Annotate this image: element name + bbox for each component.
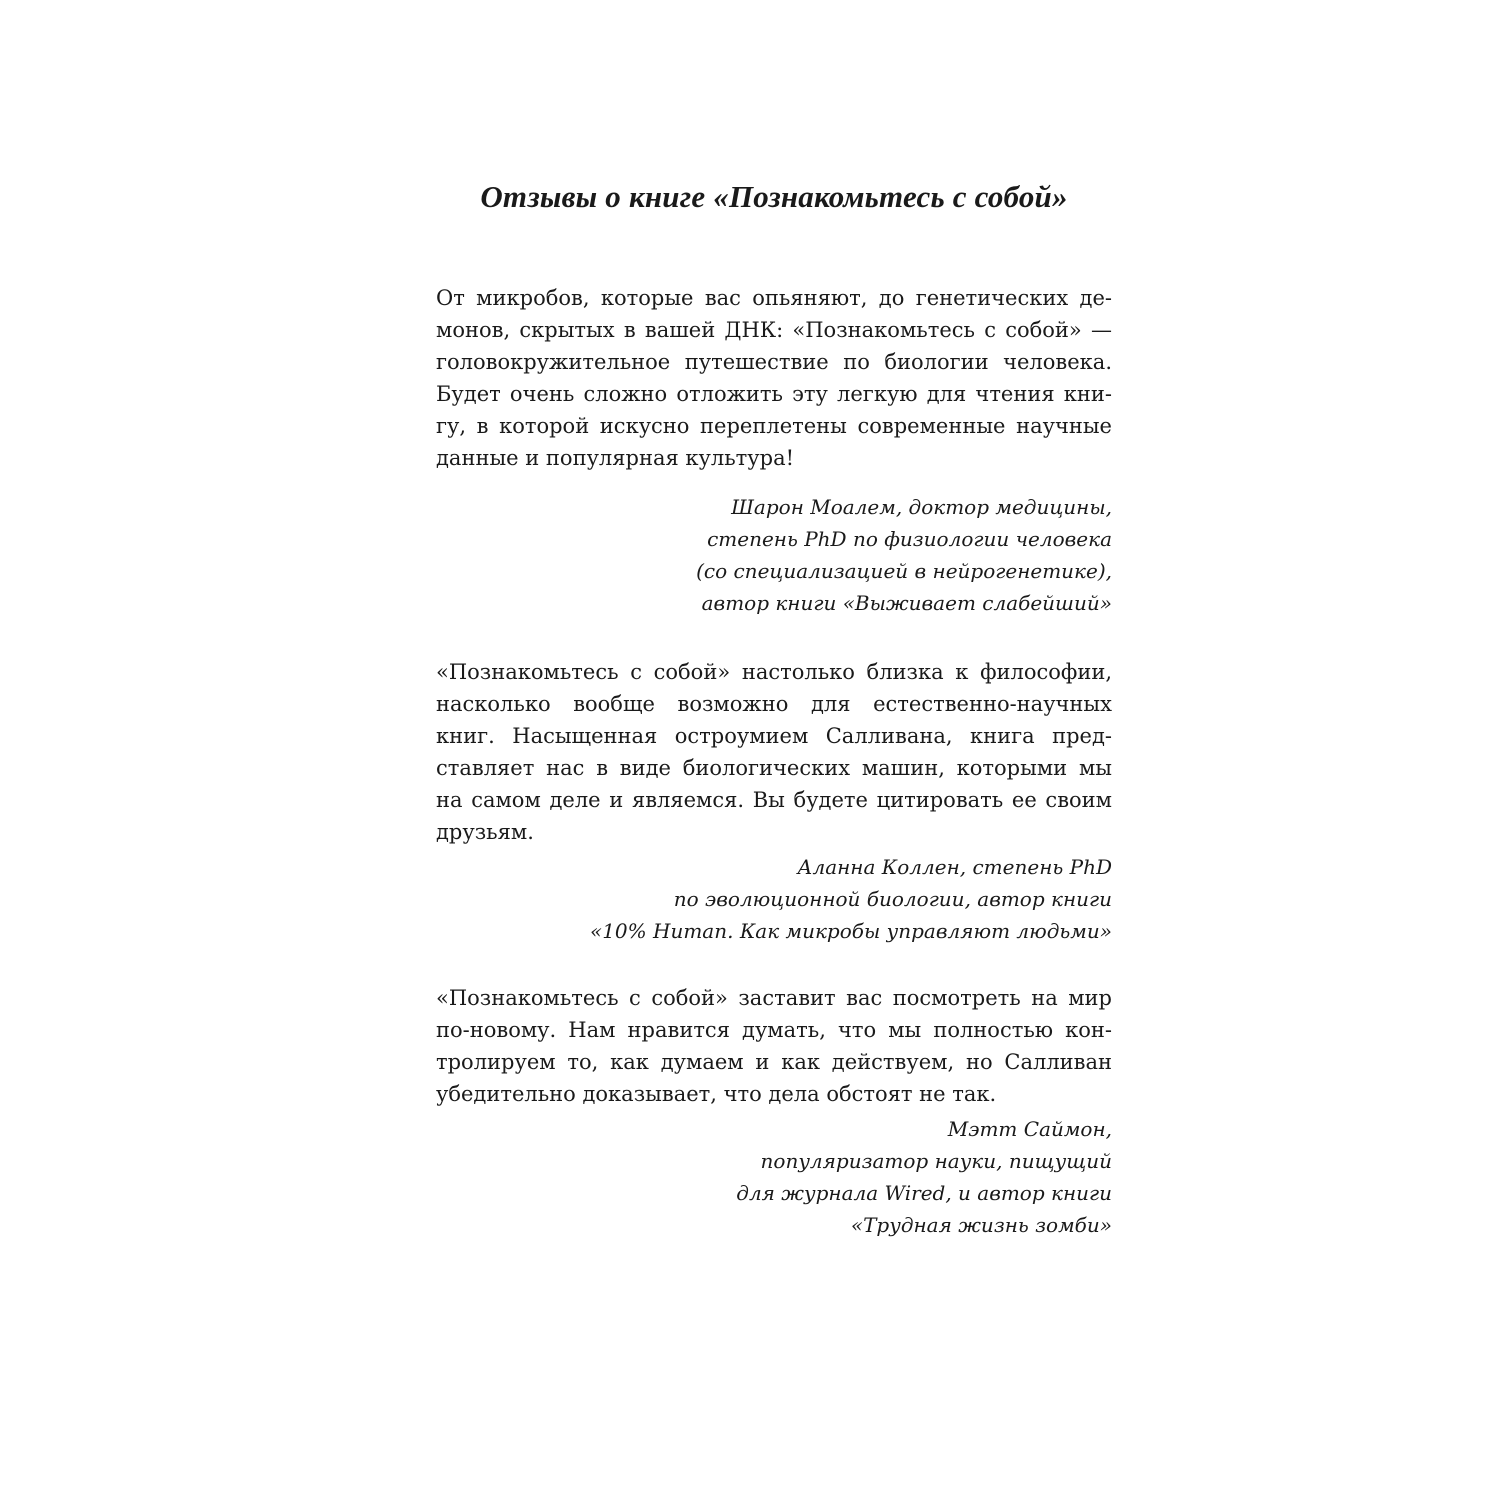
- review-3-line-3: тролируем то, как думаем и как действуем, но Салливан: [436, 1050, 1112, 1074]
- review-2-attribution-line-2: по эволюционной биологии, автор книги: [673, 887, 1112, 911]
- review-2-attribution-line-1: Аланна Коллен, степень PhD: [797, 855, 1112, 879]
- review-2-line-1: «Познакомьтесь с собой» настолько близка к философии,: [436, 660, 1112, 684]
- review-1-line-6: данные и популярная культура!: [436, 446, 795, 470]
- review-3-attribution-line-4: «Трудная жизнь зомби»: [850, 1213, 1112, 1237]
- review-3-line-1: «Познакомьтесь с собой» заставит вас посмотреть на мир: [436, 986, 1112, 1010]
- review-2-line-4: ставляет нас в виде биологических машин, которыми мы: [436, 756, 1112, 780]
- review-3-line-4: убедительно доказывает, что дела обстоят не так.: [436, 1082, 997, 1106]
- review-1-attribution: [436, 491, 1112, 619]
- review-1-line-5: гу, в которой искусно переплетены современные научные: [436, 414, 1112, 438]
- review-1-text: [436, 282, 1112, 474]
- page-title: Отзывы о книге «Познакомьтесь с собой»: [480, 179, 1068, 214]
- review-2-attribution-line-3: «10% Human. Как микробы управляют людьми»: [589, 919, 1112, 943]
- review-3-attribution: [436, 1113, 1112, 1241]
- review-1-line-4: Будет очень сложно отложить эту легкую для чтения кни-: [436, 382, 1112, 406]
- review-2-line-2: насколько вообще возможно для естественно-научных: [436, 692, 1112, 716]
- review-1-attribution-line-3: (со специализацией в нейрогенетике),: [696, 559, 1112, 583]
- review-2-line-3: книг. Насыщенная остроумием Салливана, книга пред-: [436, 724, 1112, 748]
- review-3-attribution-line-2: популяризатор науки, пищущий: [760, 1149, 1112, 1173]
- review-1-line-3: головокружительное путешествие по биологии человека.: [436, 350, 1112, 374]
- review-3-text: [436, 982, 1112, 1110]
- review-2-line-5: на самом деле и являемся. Вы будете цитировать ее своим: [436, 788, 1112, 812]
- review-1-line-1: От микробов, которые вас опьяняют, до генетических де-: [436, 286, 1112, 310]
- review-3-attribution-line-3: для журнала Wired, и автор книги: [736, 1181, 1112, 1205]
- review-3-attribution-line-1: Мэтт Саймон,: [947, 1117, 1112, 1141]
- review-1-attribution-line-2: степень PhD по физиологии человека: [707, 527, 1112, 551]
- review-2-line-6: друзьям.: [436, 820, 534, 844]
- review-2-text: [436, 656, 1112, 848]
- review-1-attribution-line-1: Шарон Моалем, доктор медицины,: [731, 495, 1112, 519]
- review-1-attribution-line-4: автор книги «Выживает слабейший»: [701, 591, 1112, 615]
- review-2-attribution: [436, 851, 1112, 947]
- review-3-line-2: по-новому. Нам нравится думать, что мы полностью кон-: [436, 1018, 1112, 1042]
- review-1-line-2: монов, скрытых в вашей ДНК: «Познакомьтесь с собой» —: [436, 318, 1112, 342]
